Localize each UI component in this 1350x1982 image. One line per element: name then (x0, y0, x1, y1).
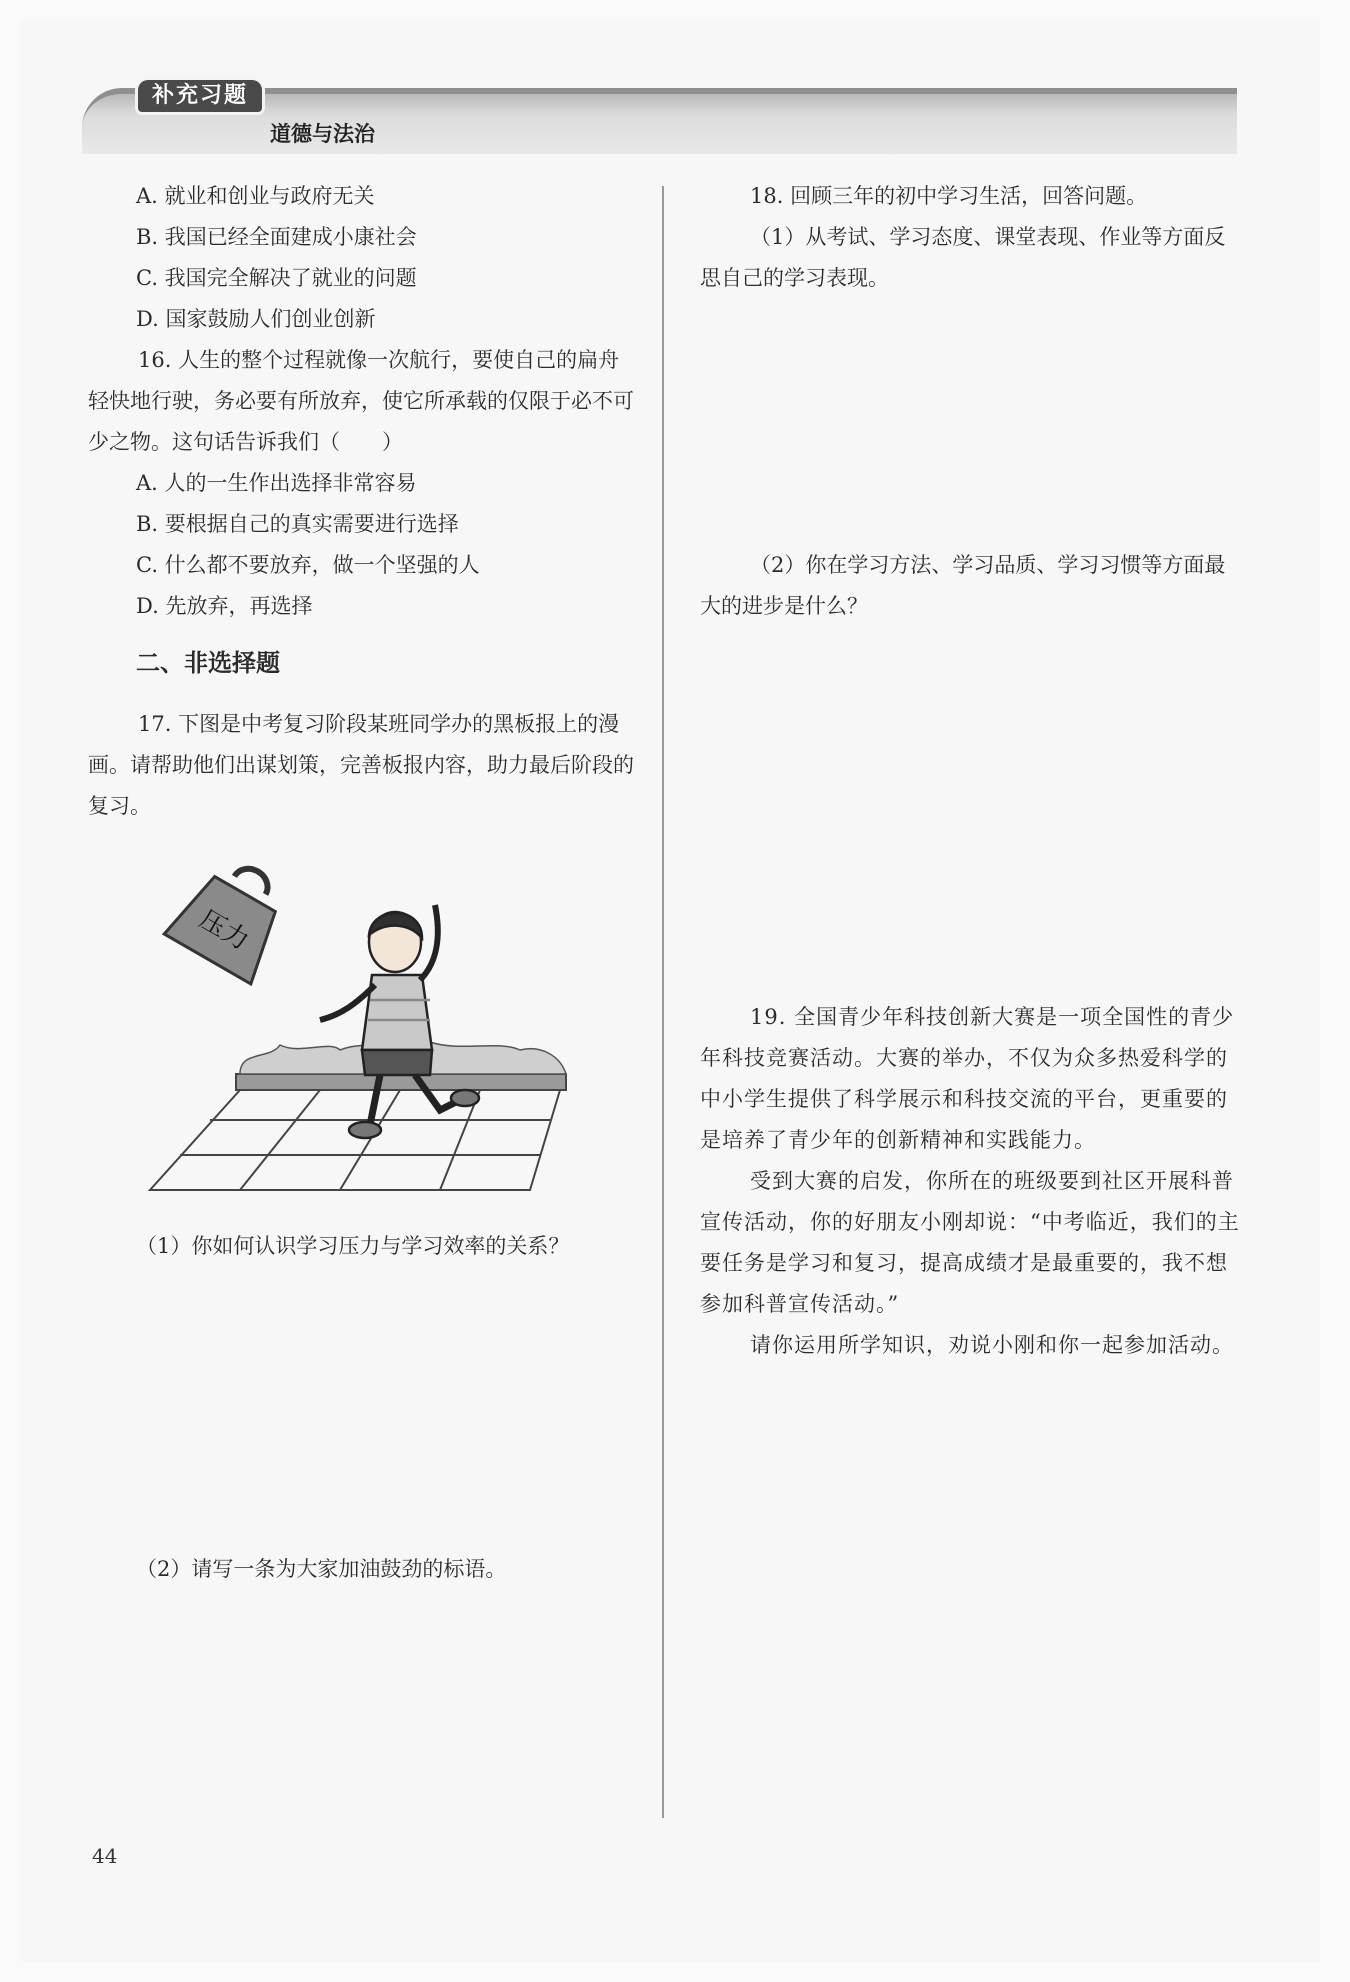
q15-option-b: B. 我国已经全面建成小康社会 (136, 225, 417, 249)
q15-option-c: C. 我国完全解决了就业的问题 (136, 266, 417, 290)
column-divider (662, 186, 664, 1818)
q17-part-1: （1）你如何认识学习压力与学习效率的关系？ (136, 1234, 570, 1258)
boy-figure (320, 905, 479, 1138)
q16-stem: 16. 人生的整个过程就像一次航行，要使自己的扁舟轻快地行驶，务必要有所放弃，使它所承载的仅限于必不可少之物。这句话告诉我们（ ） (88, 348, 634, 454)
left-column (88, 176, 636, 827)
pressure-weight (164, 860, 301, 984)
page-number: 44 (92, 1844, 118, 1868)
q19-paragraph-3: 请你运用所学知识，劝说小刚和你一起参加活动。 (750, 1333, 1234, 1357)
q17-part-2: （2）请写一条为大家加油鼓劲的标语。 (136, 1557, 507, 1581)
floor-grid (150, 1090, 560, 1190)
header-tab: 补充习题 (138, 80, 262, 112)
q15-option-a: A. 就业和创业与政府无关 (136, 184, 375, 208)
cartoon-illustration (140, 860, 570, 1200)
q18-part-1: （1）从考试、学习态度、课堂表现、作业等方面反思自己的学习表现。 (700, 225, 1226, 290)
q16-option-c: C. 什么都不要放弃，做一个坚强的人 (136, 553, 480, 577)
q19-paragraph-1: 19. 全国青少年科技创新大赛是一项全国性的青少年科技竞赛活动。大赛的举办，不仅为众多热爱科学的中小学生提供了科学展示和科技交流的平台，更重要的是培养了青少年的创新精神和实践能力。 (700, 1005, 1235, 1152)
weight-label: 压力 (193, 904, 255, 957)
right-column (700, 176, 1240, 1366)
q18-part-2: （2）你在学习方法、学习品质、学习习惯等方面最大的进步是什么？ (700, 553, 1226, 618)
q16-option-d: D. 先放弃，再选择 (136, 594, 313, 618)
q16-option-a: A. 人的一生作出选择非常容易 (136, 471, 417, 495)
q17-parts (88, 1226, 636, 1590)
header-subject: 道德与法治 (270, 122, 375, 146)
q19-paragraph-2: 受到大赛的启发，你所在的班级要到社区开展科普宣传活动，你的好朋友小刚却说：“中考临近，我们的主要任务是学习和复习，提高成绩才是最重要的，我不想参加科普宣传活动。” (700, 1169, 1240, 1316)
q17-stem: 17. 下图是中考复习阶段某班同学办的黑板报上的漫画。请帮助他们出谋划策，完善板报内容，助力最后阶段的复习。 (88, 712, 634, 818)
section-title: 二、非选择题 (136, 649, 280, 677)
low-wall (236, 1074, 566, 1090)
q16-option-b: B. 要根据自己的真实需要进行选择 (136, 512, 459, 536)
q15-option-d: D. 国家鼓励人们创业创新 (136, 307, 376, 331)
q18-stem: 18. 回顾三年的初中学习生活，回答问题。 (750, 184, 1148, 208)
